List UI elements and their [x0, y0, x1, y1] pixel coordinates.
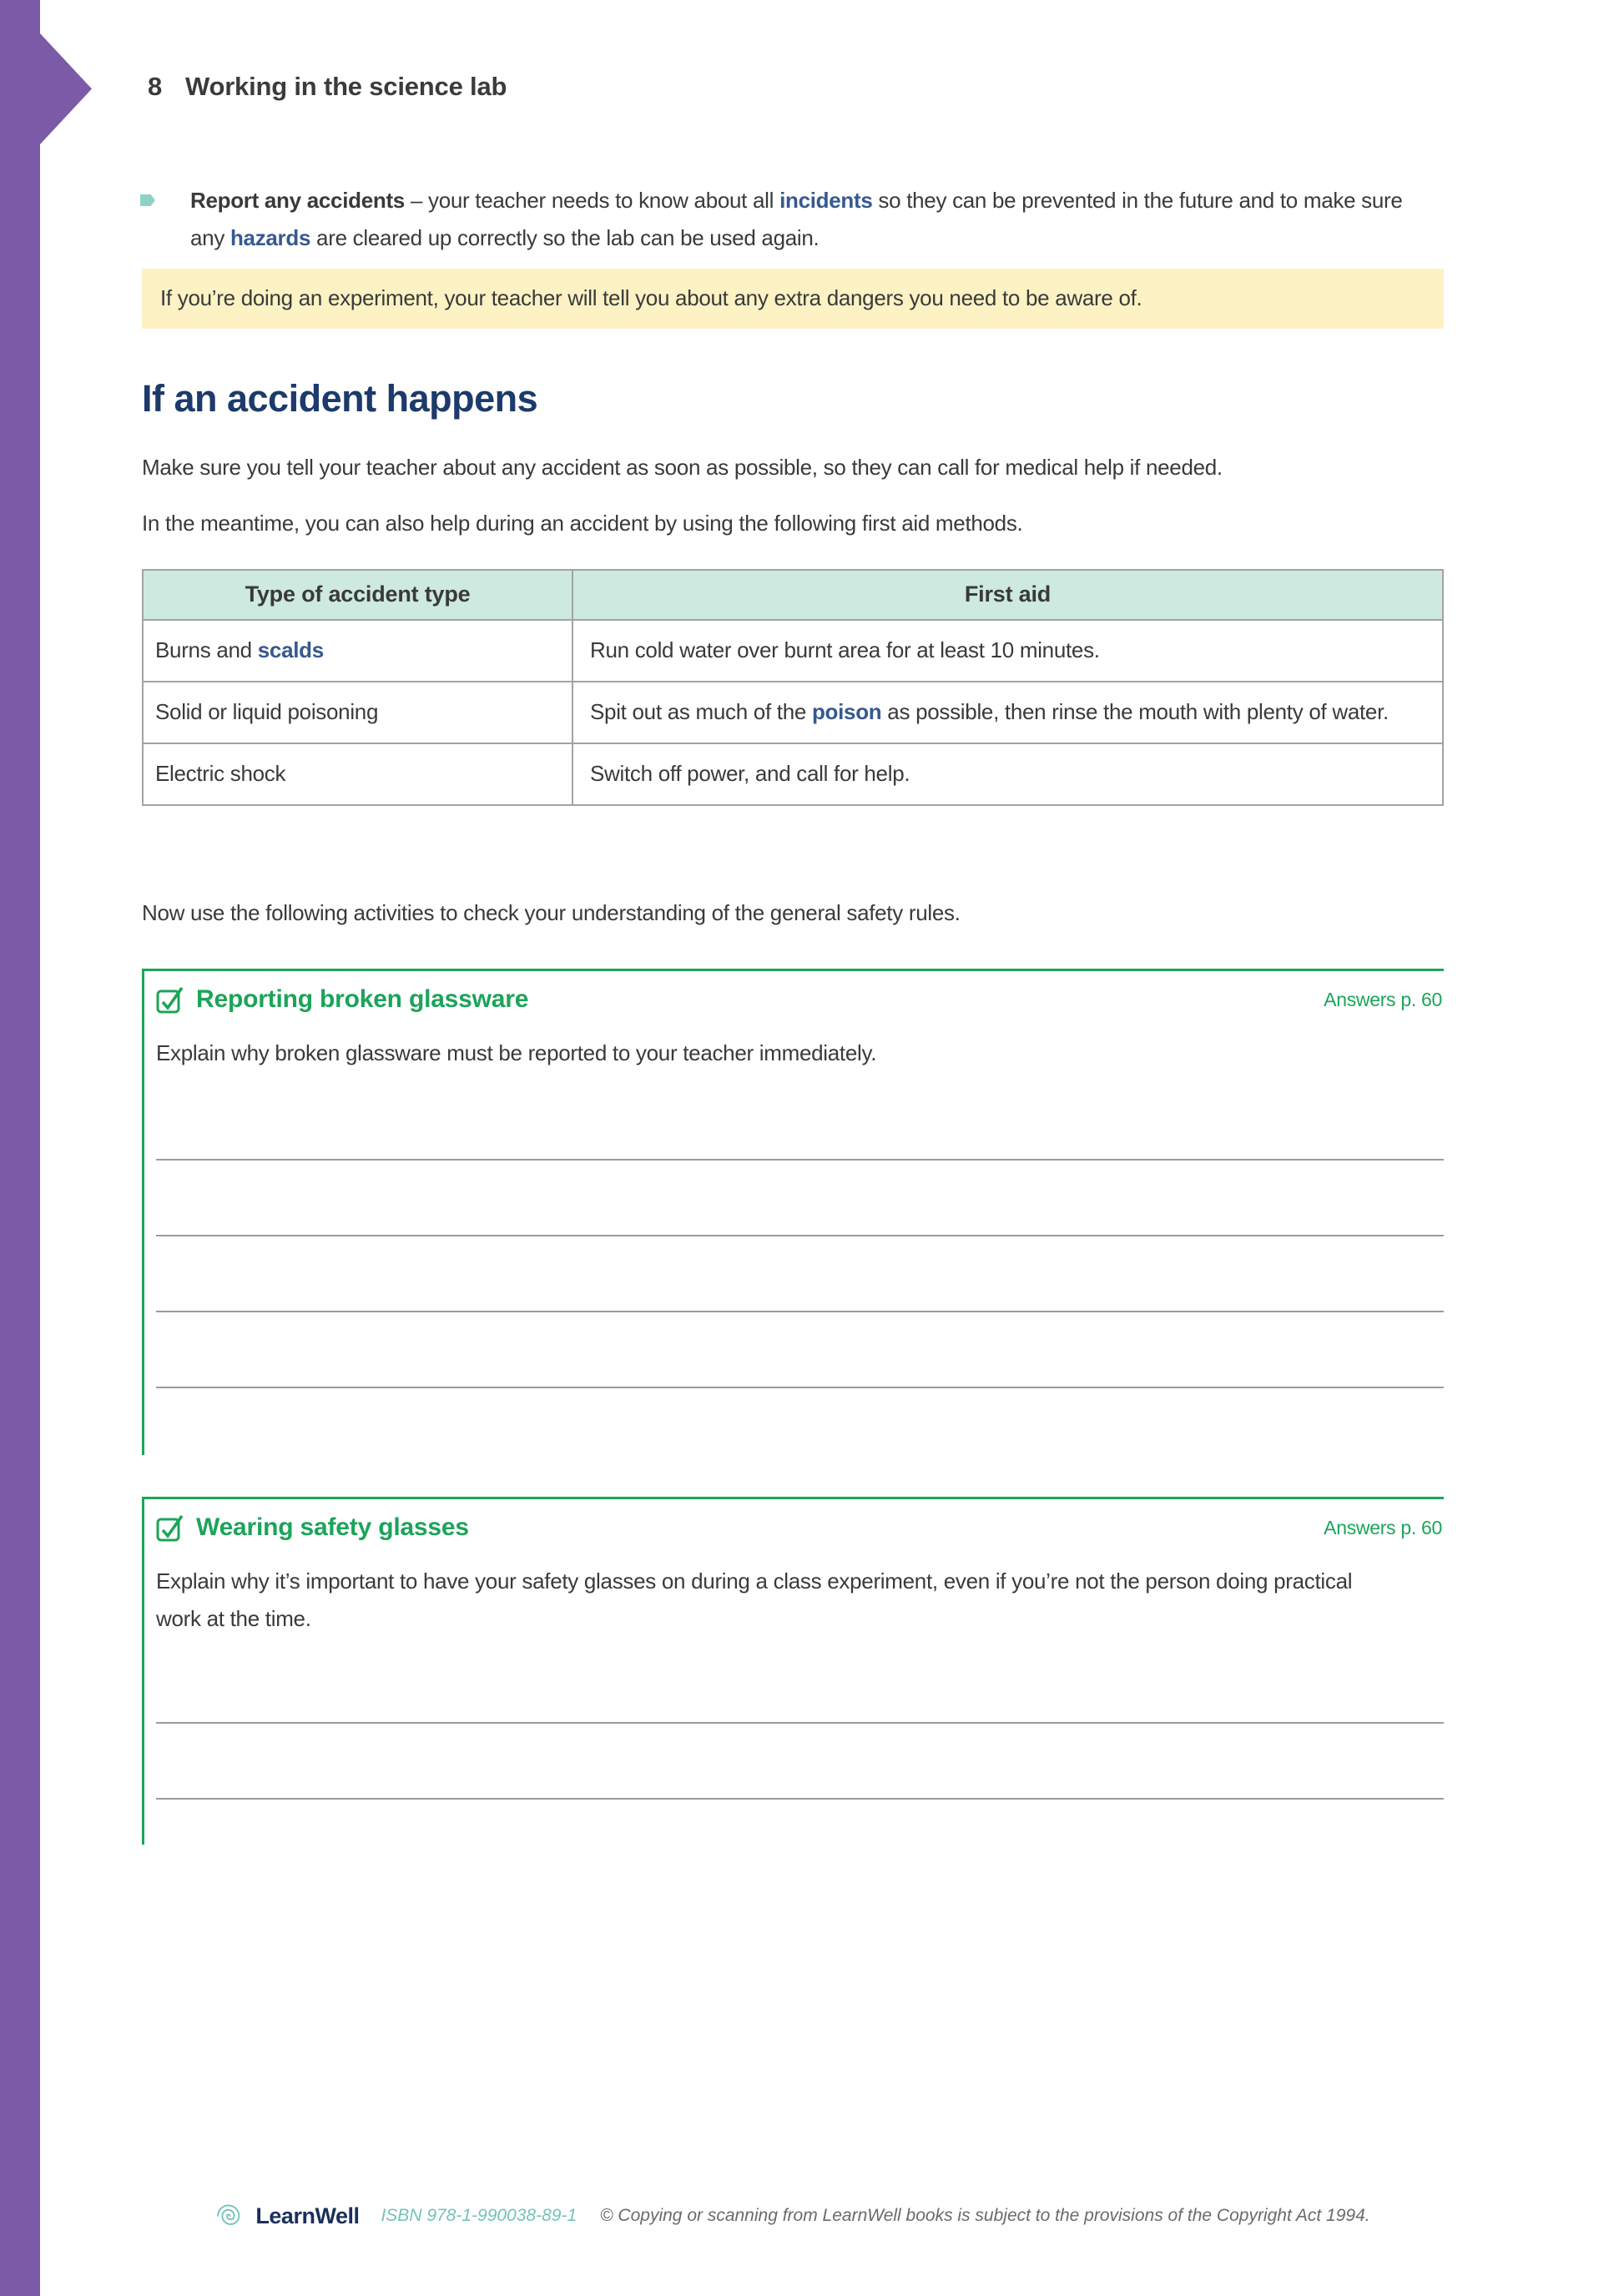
- writing-line: [156, 1724, 1444, 1800]
- bullet-seg: so they can be prevented in the future and to make sure any: [190, 188, 1403, 250]
- keyword-incidents: incidents: [779, 188, 873, 213]
- cell-text: Electric shock: [155, 761, 286, 786]
- writing-line: [156, 1236, 1444, 1312]
- keyword-scalds: scalds: [257, 637, 324, 662]
- learnwell-swirl-icon: [215, 2203, 242, 2229]
- copyright-text: © Copying or scanning from LearnWell books is subject to the provisions of the Copyright Act 1994.: [600, 2206, 1370, 2225]
- chapter-title: Working in the science lab: [184, 72, 507, 101]
- bullet-seg: – your teacher needs to know about all: [404, 188, 780, 213]
- isbn-text: ISBN 978-1-990038-89-1: [381, 2206, 577, 2225]
- chapter-side-band: [0, 0, 40, 2296]
- activity-box-wearing-safety-glasses: [142, 1497, 1444, 1845]
- chapter-number: 8: [148, 72, 162, 101]
- bullet-item: [142, 182, 1444, 257]
- chapter-header: [142, 72, 1444, 102]
- table-header-first-aid: First aid: [572, 570, 1443, 620]
- bullet-seg-bold: Report any accidents: [190, 188, 405, 213]
- first-aid-table: [142, 569, 1444, 806]
- cell-text: Spit out as much of the: [590, 699, 812, 724]
- table-header-row: [143, 570, 1443, 620]
- bullet-text: [190, 182, 1417, 257]
- cell-text: as possible, then rinse the mouth with plenty of water.: [881, 699, 1389, 724]
- activity-title: Reporting broken glassware: [196, 985, 529, 1013]
- writing-lines: [156, 1648, 1444, 1800]
- answers-page-ref: Answers p. 60: [1324, 988, 1442, 1010]
- writing-lines: [156, 1085, 1444, 1388]
- keyword-poison: poison: [811, 699, 882, 724]
- cell-first-aid: [572, 682, 1443, 743]
- cell-accident-type: [143, 620, 572, 682]
- brand-wordmark: LearnWell: [255, 2203, 360, 2228]
- cell-text: Solid or liquid poisoning: [155, 699, 379, 724]
- page-footer: [142, 2203, 1444, 2229]
- chapter-arrow-icon: [40, 33, 92, 144]
- cell-accident-type: [143, 682, 572, 743]
- table-row: [143, 682, 1443, 743]
- keyword-hazards: hazards: [229, 225, 311, 250]
- cell-first-aid: [572, 743, 1443, 805]
- checkbox-check-icon: [156, 984, 184, 1015]
- answers-page-ref: Answers p. 60: [1324, 1516, 1442, 1538]
- table-row: [143, 620, 1443, 682]
- section-paragraph-2: In the meantime, you can also help during an accident by using the following first aid methods.: [142, 511, 1023, 536]
- bullet-seg: are cleared up correctly so the lab can be used again.: [310, 225, 820, 250]
- checkbox-check-icon: [156, 1513, 184, 1543]
- table-row: [143, 743, 1443, 805]
- writing-line: [156, 1648, 1444, 1724]
- arrow-bullet-icon: [140, 194, 155, 206]
- cell-accident-type: [143, 743, 572, 805]
- cell-first-aid: [572, 620, 1443, 682]
- activity-title-wrap: [156, 1513, 469, 1543]
- activity-title: Wearing safety glasses: [196, 1513, 469, 1541]
- writing-line: [156, 1085, 1444, 1161]
- writing-line: [156, 1161, 1444, 1236]
- section-heading: If an accident happens: [142, 377, 538, 420]
- activity-header: [156, 984, 1444, 1015]
- experiment-warning-callout: [142, 269, 1444, 329]
- activity-header: [156, 1513, 1444, 1543]
- page-content: [142, 0, 1444, 1845]
- writing-line: [156, 1312, 1444, 1388]
- table-header-accident-type: Type of accident type: [143, 570, 572, 620]
- section-paragraph-1: Make sure you tell your teacher about any accident as soon as possible, so they can call for medical help if needed.: [142, 455, 1223, 480]
- activity-prompt: Explain why broken glassware must be reported to your teacher immediately.: [156, 1040, 877, 1065]
- activity-title-wrap: [156, 984, 528, 1015]
- activities-intro: Now use the following activities to check your understanding of the general safety rules.: [142, 900, 961, 925]
- cell-text: Burns and: [155, 637, 258, 662]
- callout-text: If you’re doing an experiment, your teacher will tell you about any extra dangers you need to be aware of.: [160, 285, 1142, 310]
- cell-text: Switch off power, and call for help.: [590, 761, 910, 786]
- cell-text: Run cold water over burnt area for at least 10 minutes.: [590, 637, 1100, 662]
- activity-box-reporting-broken-glassware: [142, 969, 1444, 1455]
- activity-prompt: Explain why it’s important to have your safety glasses on during a class experiment, even if you’re not the person doing practical work at the time.: [156, 1568, 1353, 1631]
